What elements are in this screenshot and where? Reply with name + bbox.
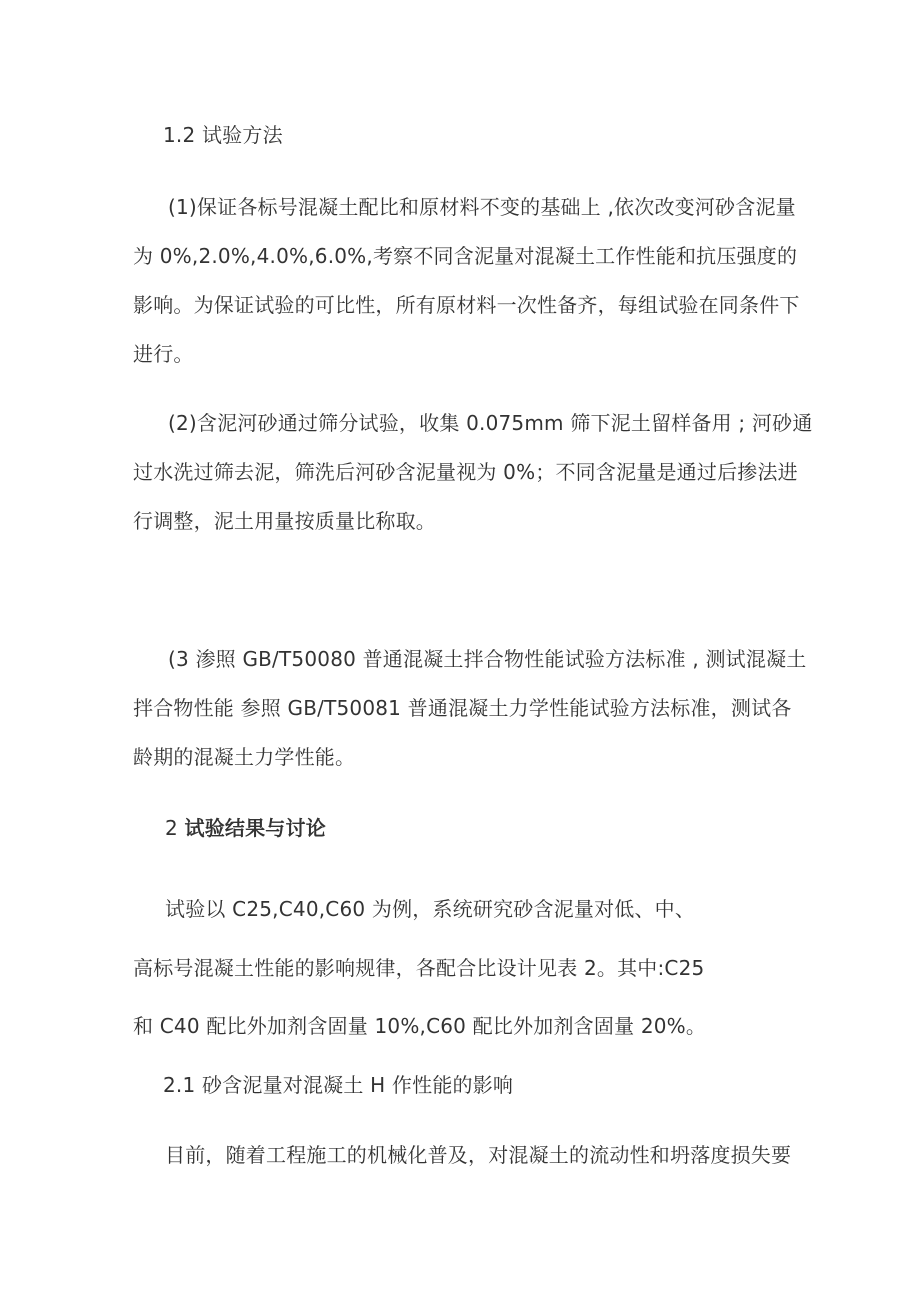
section-2-para-line3: 和 C40 配比外加剂含固量 10%,C60 配比外加剂含固量 20%。 bbox=[133, 1014, 707, 1038]
section-2-para-line1: 试验以 C25,C40,C60 为例，系统研究砂含泥量对低、中、 bbox=[165, 897, 696, 921]
item3-line1: (3 渗照 GB/T50080 普通混凝土拌合物性能试验方法标准 , 测试混凝土 bbox=[168, 647, 807, 671]
section-2-number: 2 bbox=[165, 816, 178, 840]
item1-line1: (1)保证各标号混凝土配比和原材料不变的基础上 ,依次改变河砂含泥量 bbox=[168, 195, 796, 219]
item1-line4: 进行。 bbox=[133, 342, 194, 366]
item2-line3: 行调整，泥土用量按质量比称取。 bbox=[133, 509, 436, 533]
item2-line1: (2)含泥河砂通过筛分试验，收集 0.075mm 筛下泥土留样备用 ; 河砂通 bbox=[168, 411, 813, 435]
section-2-1-heading: 2.1 砂含泥量对混凝土 H 作性能的影响 bbox=[163, 1073, 514, 1097]
item3-line3: 龄期的混凝土力学性能。 bbox=[133, 745, 356, 769]
section-2-1-para-line1: 目前，随着工程施工的机械化普及，对混凝土的流动性和坍落度损失要 bbox=[165, 1143, 792, 1167]
section-2-title: 试验结果与讨论 bbox=[184, 816, 326, 840]
section-2-para-line2: 高标号混凝土性能的影响规律，各配合比设计见表 2。其中:C25 bbox=[133, 956, 705, 980]
item3-line2: 拌合物性能 参照 GB/T50081 普通混凝土力学性能试验方法标准，测试各 bbox=[133, 696, 792, 720]
section-2-heading bbox=[165, 814, 326, 842]
item2-line2: 过水洗过筛去泥，筛洗后河砂含泥量视为 0%；不同含泥量是通过后掺法进 bbox=[133, 460, 798, 484]
item1-line3: 影响。为保证试验的可比性，所有原材料一次性备齐，每组试验在同条件下 bbox=[133, 293, 800, 317]
section-1-2-heading: 1.2 试验方法 bbox=[163, 123, 283, 147]
item1-line2: 为 0%,2.0%,4.0%,6.0%,考察不同含泥量对混凝土工作性能和抗压强度的 bbox=[133, 244, 798, 268]
